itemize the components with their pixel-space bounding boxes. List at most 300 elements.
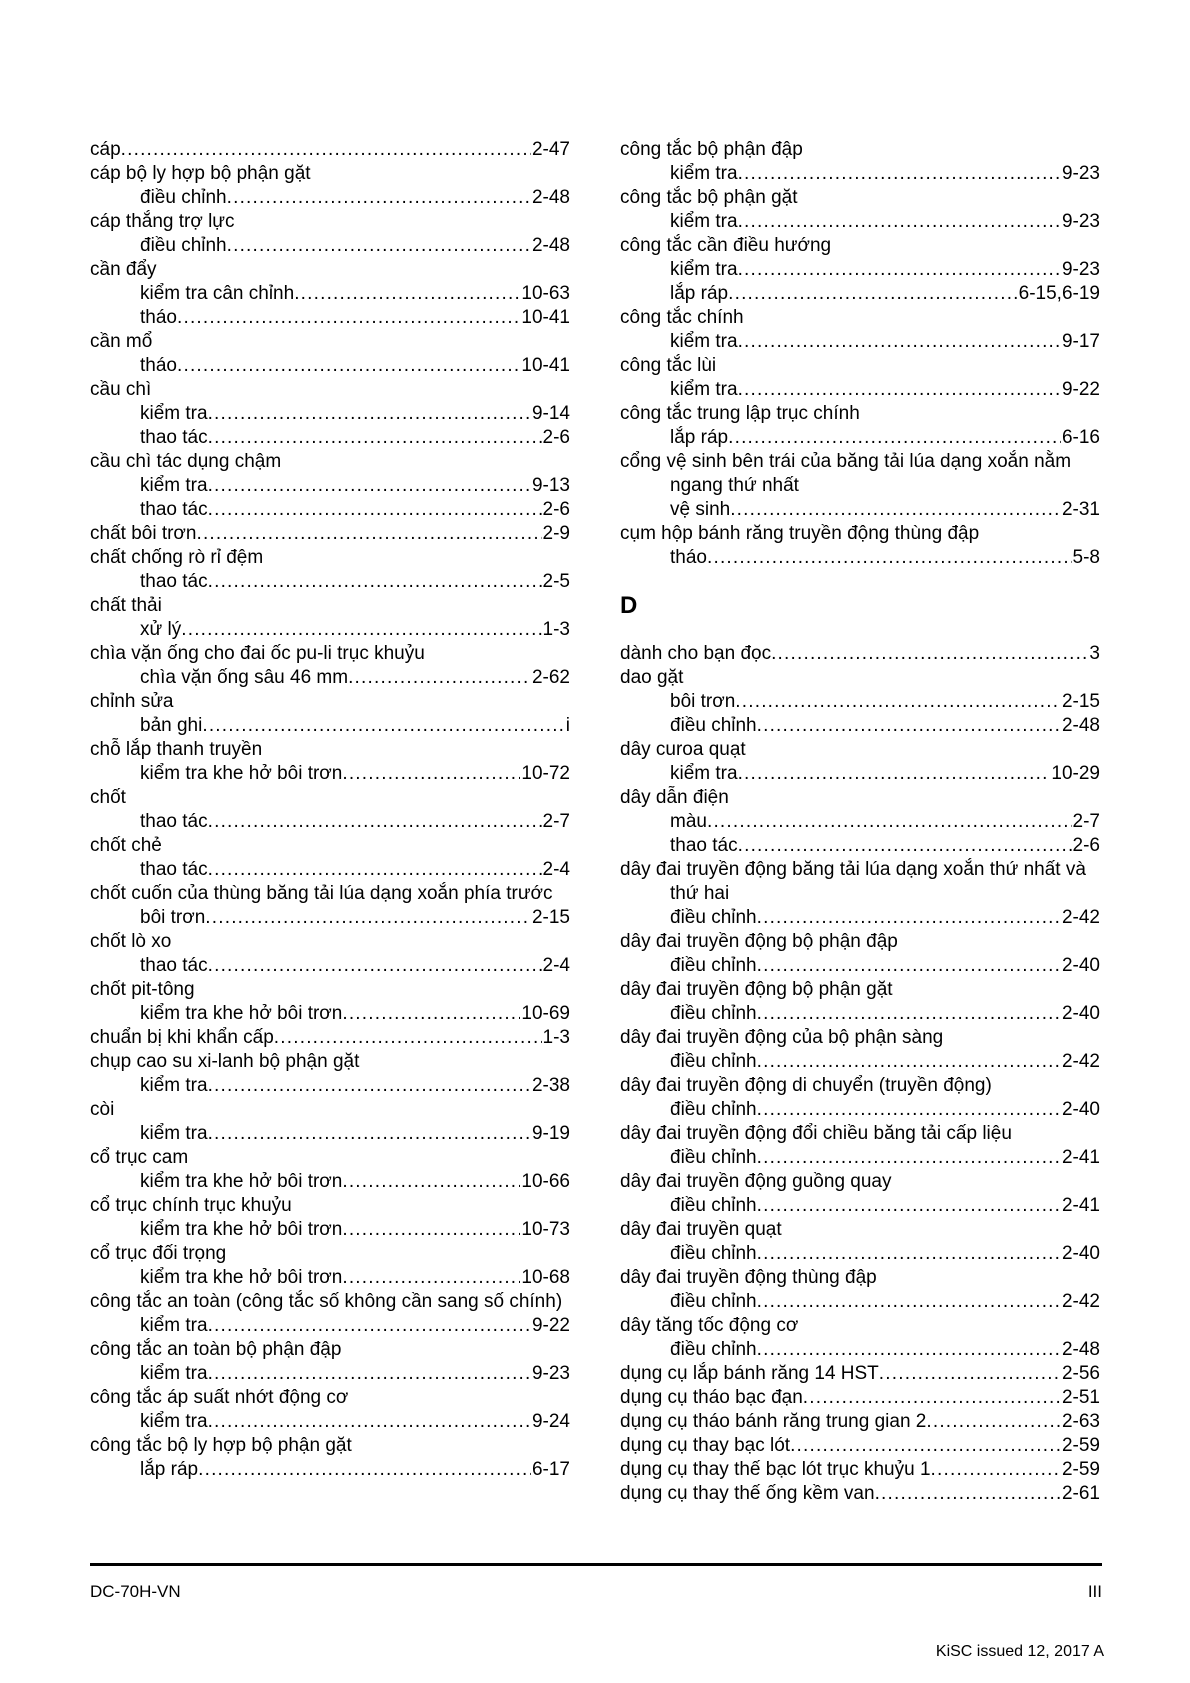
page-ref: 2-7 bbox=[1072, 811, 1100, 832]
index-subentry-label: thao tác bbox=[140, 571, 208, 592]
index-subentry bbox=[620, 834, 1100, 858]
index-term: dây đai truyền động băng tải lúa dạng xoắn thứ nhất và thứ hai bbox=[620, 859, 1086, 904]
index-term: dây đai truyền động bộ phận đập bbox=[620, 931, 898, 952]
index-subentry bbox=[620, 330, 1100, 354]
dot-leader bbox=[738, 162, 1061, 186]
page-ref: 2-40 bbox=[1061, 1099, 1100, 1120]
index-term: cáp thắng trợ lực bbox=[90, 211, 235, 232]
index-term: chìa vặn ống cho đai ốc pu-li trục khuỷu bbox=[90, 643, 425, 664]
dot-leader bbox=[208, 474, 531, 498]
page-footer bbox=[90, 1582, 1102, 1602]
index-subentry-label: tháo bbox=[140, 355, 177, 376]
index-subentry-label: kiểm tra khe hở bôi trơn bbox=[140, 763, 343, 784]
dot-leader bbox=[208, 426, 542, 450]
index-term-row bbox=[620, 1386, 1100, 1410]
page-ref: 9-23 bbox=[531, 1363, 570, 1384]
page-ref: 9-22 bbox=[531, 1315, 570, 1336]
dot-leader bbox=[757, 954, 1061, 978]
page-ref: 2-62 bbox=[531, 667, 570, 688]
dot-leader bbox=[342, 1002, 520, 1026]
index-entry bbox=[90, 594, 570, 642]
index-subentry-label: kiểm tra bbox=[140, 403, 208, 424]
dot-leader bbox=[208, 498, 542, 522]
index-subentry bbox=[620, 810, 1100, 834]
index-term: chỗ lắp thanh truyền bbox=[90, 739, 263, 760]
page-ref: 2-6 bbox=[542, 499, 570, 520]
index-term-row bbox=[620, 1434, 1100, 1458]
index-subentry bbox=[620, 426, 1100, 450]
page-ref: 2-42 bbox=[1061, 1291, 1100, 1312]
index-subentry-label: điều chỉnh bbox=[670, 1099, 757, 1120]
index-subentry-label: điều chỉnh bbox=[140, 187, 227, 208]
index-subentry bbox=[620, 1194, 1100, 1218]
dot-leader bbox=[342, 1218, 520, 1242]
index-term-row-label: dành cho bạn đọc bbox=[620, 643, 772, 664]
issue-note: KiSC issued 12, 2017 A bbox=[935, 1643, 1104, 1660]
index-subentry bbox=[620, 1242, 1100, 1266]
dot-leader bbox=[342, 1170, 520, 1194]
index-subentry-label: chìa vặn ống sâu 46 mm bbox=[140, 667, 349, 688]
index-subentry-label: kiểm tra bbox=[670, 379, 738, 400]
index-subentry bbox=[90, 1218, 570, 1242]
index-subentry bbox=[90, 666, 570, 690]
index-term-row-label: cáp bbox=[90, 139, 121, 160]
index-entry bbox=[90, 930, 570, 978]
index-subentry-label: điều chỉnh bbox=[670, 1003, 757, 1024]
section-heading: D bbox=[620, 592, 638, 619]
dot-leader bbox=[208, 1410, 531, 1434]
page-ref: 9-17 bbox=[1061, 331, 1100, 352]
page-ref: 2-63 bbox=[1061, 1411, 1100, 1432]
page-ref: 5-8 bbox=[1072, 547, 1100, 568]
index-subentry-label: thao tác bbox=[140, 811, 208, 832]
page-ref: 2-48 bbox=[1061, 715, 1100, 736]
index-term: công tắc bộ phận gặt bbox=[620, 187, 798, 208]
index-entry bbox=[620, 1434, 1100, 1458]
index-entry bbox=[90, 162, 570, 210]
index-term: cáp bộ ly hợp bộ phận gặt bbox=[90, 163, 311, 184]
page-ref: 10-73 bbox=[521, 1219, 570, 1240]
index-entry bbox=[620, 1410, 1100, 1434]
index-term: công tắc bộ ly hợp bộ phận gặt bbox=[90, 1435, 352, 1456]
index-subentry-label: kiểm tra bbox=[670, 259, 738, 280]
dot-leader bbox=[227, 234, 531, 258]
index-term-row-label: dụng cụ thay thế bạc lót trục khuỷu 1 bbox=[620, 1459, 931, 1480]
index-term: cầu chì bbox=[90, 379, 152, 400]
index-term-row bbox=[620, 1410, 1100, 1434]
dot-leader bbox=[348, 666, 531, 690]
dot-leader bbox=[875, 1482, 1061, 1506]
index-entry bbox=[90, 1242, 570, 1290]
dot-leader bbox=[208, 810, 542, 834]
index-subentry-label: lắp ráp bbox=[670, 283, 729, 304]
dot-leader bbox=[738, 834, 1072, 858]
dot-leader bbox=[208, 1122, 531, 1146]
index-subentry bbox=[620, 1098, 1100, 1122]
page-ref: 2-59 bbox=[1061, 1435, 1100, 1456]
index-subentry-label: tháo bbox=[670, 547, 707, 568]
index-subentry-label: màu bbox=[670, 811, 707, 832]
dot-leader bbox=[707, 810, 1072, 834]
index-term-row-label: dụng cụ lắp bánh răng 14 HST bbox=[620, 1363, 879, 1384]
page-ref: 2-31 bbox=[1061, 499, 1100, 520]
index-entry bbox=[90, 882, 570, 930]
index-subentry-label: điều chỉnh bbox=[670, 1147, 757, 1168]
index-subentry bbox=[90, 618, 570, 642]
dot-leader bbox=[208, 570, 542, 594]
index-subentry-label: điều chỉnh bbox=[670, 1051, 757, 1072]
dot-leader bbox=[227, 186, 531, 210]
index-subentry-label: bôi trơn bbox=[670, 691, 736, 712]
page-ref: 2-47 bbox=[531, 139, 570, 160]
dot-leader bbox=[181, 618, 541, 642]
index-subentry bbox=[90, 858, 570, 882]
page-ref: 2-41 bbox=[1061, 1147, 1100, 1168]
dot-leader bbox=[738, 258, 1061, 282]
page-ref: 2-9 bbox=[542, 523, 570, 544]
index-term: cần mổ bbox=[90, 331, 153, 352]
page-ref: 10-29 bbox=[1051, 763, 1100, 784]
footer-divider bbox=[90, 1563, 1102, 1566]
index-entry bbox=[620, 786, 1100, 858]
page-ref: 1-3 bbox=[542, 619, 570, 640]
page-ref: 10-66 bbox=[521, 1171, 570, 1192]
index-entry bbox=[620, 1170, 1100, 1218]
dot-leader bbox=[757, 1146, 1061, 1170]
index-entry bbox=[620, 1218, 1100, 1266]
index-entry bbox=[620, 402, 1100, 450]
index-subentry-label: điều chỉnh bbox=[670, 1243, 757, 1264]
index-term-row bbox=[90, 138, 570, 162]
index-entry bbox=[90, 258, 570, 330]
page-ref: 2-4 bbox=[542, 859, 570, 880]
dot-leader bbox=[202, 714, 564, 738]
index-entry bbox=[620, 1314, 1100, 1362]
index-entry bbox=[620, 978, 1100, 1026]
dot-leader bbox=[208, 1362, 531, 1386]
index-subentry bbox=[90, 1410, 570, 1434]
index-subentry bbox=[90, 306, 570, 330]
index-subentry bbox=[620, 1338, 1100, 1362]
index-entry bbox=[90, 1098, 570, 1146]
page-ref: 2-38 bbox=[531, 1075, 570, 1096]
index-term: chốt chẻ bbox=[90, 835, 162, 856]
index-term: dao gặt bbox=[620, 667, 684, 688]
index-entry bbox=[90, 1434, 570, 1482]
dot-leader bbox=[177, 306, 520, 330]
page-ref: 2-6 bbox=[1072, 835, 1100, 856]
index-entry bbox=[620, 930, 1100, 978]
page-ref: 2-42 bbox=[1061, 1051, 1100, 1072]
index-subentry bbox=[90, 402, 570, 426]
index-entry bbox=[620, 1266, 1100, 1314]
page-ref: 10-69 bbox=[521, 1003, 570, 1024]
dot-leader bbox=[931, 1458, 1061, 1482]
index-subentry bbox=[620, 210, 1100, 234]
page-ref: 2-48 bbox=[1061, 1339, 1100, 1360]
dot-leader bbox=[707, 546, 1072, 570]
dot-leader bbox=[757, 1002, 1061, 1026]
index-term: chốt cuốn của thùng băng tải lúa dạng xoắn phía trước bbox=[90, 883, 553, 904]
page-ref: 6-17 bbox=[531, 1459, 570, 1480]
index-entry bbox=[620, 642, 1100, 666]
index-term-row bbox=[620, 642, 1100, 666]
page-ref: 6-15,6-19 bbox=[1018, 283, 1100, 304]
page-ref: 2-42 bbox=[1061, 907, 1100, 928]
index-term: công tắc áp suất nhớt động cơ bbox=[90, 1387, 349, 1408]
index-term-row-label: chuẩn bị khi khẩn cấp bbox=[90, 1027, 274, 1048]
page-ref: 1-3 bbox=[542, 1027, 570, 1048]
index-term: công tắc lùi bbox=[620, 355, 717, 376]
dot-leader bbox=[757, 1338, 1061, 1362]
page-ref: 10-68 bbox=[521, 1267, 570, 1288]
page-ref: 2-56 bbox=[1061, 1363, 1100, 1384]
page-ref: 9-19 bbox=[531, 1123, 570, 1144]
index-term: dây đai truyền động bộ phận gặt bbox=[620, 979, 893, 1000]
index-term: dây dẫn điện bbox=[620, 787, 729, 808]
index-subentry-label: thao tác bbox=[140, 499, 208, 520]
index-subentry bbox=[90, 498, 570, 522]
index-term: công tắc an toàn (công tắc số không cần sang số chính) bbox=[90, 1291, 563, 1312]
index-subentry bbox=[90, 474, 570, 498]
index-subentry bbox=[90, 1266, 570, 1290]
index-subentry bbox=[90, 1314, 570, 1338]
index-subentry-label: kiểm tra bbox=[140, 1075, 208, 1096]
page-ref: 9-24 bbox=[531, 1411, 570, 1432]
index-term: cổ trục đối trọng bbox=[90, 1243, 227, 1264]
index-term: dây đai truyền động của bộ phận sàng bbox=[620, 1027, 944, 1048]
index-subentry-label: kiểm tra khe hở bôi trơn bbox=[140, 1219, 343, 1240]
index-term: dây đai truyền động guồng quay bbox=[620, 1171, 892, 1192]
index-term-row bbox=[620, 1482, 1100, 1506]
dot-leader bbox=[757, 714, 1061, 738]
page-ref: 2-51 bbox=[1061, 1387, 1100, 1408]
page-ref: 9-14 bbox=[531, 403, 570, 424]
index-term-row bbox=[90, 522, 570, 546]
page-ref: 10-63 bbox=[521, 283, 570, 304]
index-subentry-label: kiểm tra bbox=[140, 1363, 208, 1384]
page-ref: 2-40 bbox=[1061, 1003, 1100, 1024]
index-subentry-label: kiểm tra bbox=[140, 475, 208, 496]
index-entry bbox=[90, 210, 570, 258]
dot-leader bbox=[738, 330, 1061, 354]
index-entry bbox=[90, 642, 570, 690]
index-term: cầu chì tác dụng chậm bbox=[90, 451, 282, 472]
index-entry bbox=[90, 450, 570, 522]
index-entry bbox=[90, 1050, 570, 1098]
index-entry bbox=[90, 1146, 570, 1194]
index-subentry bbox=[90, 186, 570, 210]
index-entry bbox=[620, 234, 1100, 306]
dot-leader bbox=[757, 1290, 1061, 1314]
index-entry bbox=[620, 138, 1100, 186]
index-term: dây tăng tốc động cơ bbox=[620, 1315, 799, 1336]
page-ref: 2-7 bbox=[542, 811, 570, 832]
index-subentry-label: kiểm tra cân chỉnh bbox=[140, 283, 295, 304]
index-term: dây curoa quạt bbox=[620, 739, 746, 760]
index-entry bbox=[90, 1386, 570, 1434]
index-entry bbox=[620, 1362, 1100, 1386]
dot-leader bbox=[294, 282, 520, 306]
index-subentry-label: kiểm tra bbox=[140, 1315, 208, 1336]
index-term: dây đai truyền động di chuyển (truyền động) bbox=[620, 1075, 992, 1096]
index-term: cổng vệ sinh bên trái của băng tải lúa dạng xoắn nằm ngang thứ nhất bbox=[620, 451, 1072, 496]
index-subentry bbox=[90, 762, 570, 786]
index-subentry-label: điều chỉnh bbox=[670, 955, 757, 976]
index-term-row-label: chất bôi trơn bbox=[90, 523, 197, 544]
page-ref: 10-41 bbox=[521, 307, 570, 328]
index-entry bbox=[90, 786, 570, 834]
dot-leader bbox=[177, 354, 520, 378]
page-ref: 6-16 bbox=[1061, 427, 1100, 448]
dot-leader bbox=[730, 498, 1061, 522]
index-term: chụp cao su xi-lanh bộ phận gặt bbox=[90, 1051, 360, 1072]
index-subentry-label: kiểm tra khe hở bôi trơn bbox=[140, 1267, 343, 1288]
index-subentry bbox=[90, 1074, 570, 1098]
index-term: còi bbox=[90, 1099, 115, 1120]
index-entry bbox=[90, 546, 570, 594]
index-entry bbox=[620, 1026, 1100, 1074]
index-subentry-label: thao tác bbox=[140, 859, 208, 880]
dot-leader bbox=[757, 1194, 1061, 1218]
index-subentry bbox=[90, 1002, 570, 1026]
page-ref: 2-40 bbox=[1061, 1243, 1100, 1264]
index-entry bbox=[90, 138, 570, 162]
index-term: công tắc trung lập trục chính bbox=[620, 403, 860, 424]
index-subentry bbox=[620, 690, 1100, 714]
index-subentry-label: vệ sinh bbox=[670, 499, 731, 520]
index-entry bbox=[620, 738, 1100, 786]
index-column-right bbox=[620, 138, 1100, 1506]
page-ref: 2-4 bbox=[542, 955, 570, 976]
index-subentry-label: lắp ráp bbox=[670, 427, 729, 448]
index-subentry bbox=[620, 162, 1100, 186]
index-entry bbox=[90, 1290, 570, 1338]
index-entry bbox=[620, 186, 1100, 234]
dot-leader bbox=[205, 906, 531, 930]
index-term-row bbox=[620, 1458, 1100, 1482]
index-subentry bbox=[620, 1050, 1100, 1074]
index-entry bbox=[90, 1026, 570, 1050]
index-term: công tắc bộ phận đập bbox=[620, 139, 803, 160]
page-ref: 2-41 bbox=[1061, 1195, 1100, 1216]
page-ref: 9-23 bbox=[1061, 163, 1100, 184]
index-subentry bbox=[90, 282, 570, 306]
page-ref: 2-48 bbox=[531, 187, 570, 208]
index-subentry bbox=[90, 954, 570, 978]
dot-leader bbox=[757, 1050, 1061, 1074]
index-subentry bbox=[90, 1122, 570, 1146]
index-subentry bbox=[620, 282, 1100, 306]
index-term: chất chống rò rỉ đệm bbox=[90, 547, 264, 568]
page-ref: 2-40 bbox=[1061, 955, 1100, 976]
index-entry bbox=[90, 522, 570, 546]
index-term: cụm hộp bánh răng truyền động thùng đập bbox=[620, 523, 980, 544]
index-term: công tắc chính bbox=[620, 307, 744, 328]
index-subentry bbox=[620, 378, 1100, 402]
footer-page-number: III bbox=[1087, 1582, 1102, 1601]
index-subentry bbox=[90, 714, 570, 738]
index-entry bbox=[620, 1458, 1100, 1482]
index-subentry-label: kiểm tra bbox=[140, 1411, 208, 1432]
index-subentry bbox=[620, 906, 1100, 930]
index-subentry bbox=[620, 1002, 1100, 1026]
index-subentry-label: bản ghi bbox=[140, 715, 203, 736]
index-subentry bbox=[90, 570, 570, 594]
index-entry bbox=[90, 330, 570, 378]
index-term-row-label: dụng cụ thay bạc lót bbox=[620, 1435, 791, 1456]
index-subentry-label: kiểm tra khe hở bôi trơn bbox=[140, 1171, 343, 1192]
index-subentry bbox=[620, 1290, 1100, 1314]
index-term: cần đẩy bbox=[90, 259, 157, 280]
index-subentry-label: kiểm tra bbox=[670, 763, 738, 784]
index-term: cổ trục cam bbox=[90, 1147, 189, 1168]
index-subentry bbox=[90, 1458, 570, 1482]
index-entry bbox=[620, 354, 1100, 402]
page-ref: 9-23 bbox=[1061, 259, 1100, 280]
index-subentry bbox=[620, 546, 1100, 570]
index-entry bbox=[620, 1386, 1100, 1410]
index-subentry bbox=[620, 954, 1100, 978]
index-entry bbox=[620, 1482, 1100, 1506]
page-ref: 9-22 bbox=[1061, 379, 1100, 400]
index-term-row bbox=[620, 1362, 1100, 1386]
index-entry bbox=[90, 690, 570, 738]
dot-leader bbox=[803, 1386, 1061, 1410]
index-term: dây đai truyền động thùng đập bbox=[620, 1267, 877, 1288]
index-subentry bbox=[90, 234, 570, 258]
index-term: chốt bbox=[90, 787, 126, 808]
dot-leader bbox=[342, 1266, 520, 1290]
index-subentry-label: thao tác bbox=[140, 427, 208, 448]
index-subentry bbox=[620, 258, 1100, 282]
index-entry bbox=[620, 306, 1100, 354]
index-entry bbox=[620, 858, 1100, 930]
dot-leader bbox=[121, 138, 531, 162]
index-column-left bbox=[90, 138, 570, 1506]
index-subentry bbox=[620, 714, 1100, 738]
index-subentry-label: điều chỉnh bbox=[670, 715, 757, 736]
page-ref: 2-61 bbox=[1061, 1483, 1100, 1504]
dot-leader bbox=[738, 762, 1051, 786]
dot-leader bbox=[735, 690, 1061, 714]
index-term: chốt pit-tông bbox=[90, 979, 195, 1000]
index-entry bbox=[90, 378, 570, 450]
index-subentry-label: bôi trơn bbox=[140, 907, 206, 928]
dot-leader bbox=[738, 378, 1061, 402]
index-entry bbox=[620, 666, 1100, 738]
dot-leader bbox=[738, 210, 1061, 234]
dot-leader bbox=[757, 1098, 1061, 1122]
footer-doc-code: DC-70H-VN bbox=[90, 1582, 181, 1601]
index-subentry bbox=[90, 1362, 570, 1386]
index-subentry-label: xử lý bbox=[140, 619, 182, 640]
index-entry bbox=[620, 1074, 1100, 1122]
index-subentry-label: điều chỉnh bbox=[140, 235, 227, 256]
index-subentry bbox=[620, 762, 1100, 786]
index-subentry-label: tháo bbox=[140, 307, 177, 328]
page-ref: 2-48 bbox=[531, 235, 570, 256]
index-subentry bbox=[90, 906, 570, 930]
index-term: cổ trục chính trục khuỷu bbox=[90, 1195, 292, 1216]
index-subentry bbox=[90, 1170, 570, 1194]
index-term: dây đai truyền động đổi chiều băng tải cấp liệu bbox=[620, 1123, 1012, 1144]
index-entry bbox=[90, 1194, 570, 1242]
dot-leader bbox=[879, 1362, 1061, 1386]
page-ref: 10-41 bbox=[521, 355, 570, 376]
dot-leader bbox=[728, 282, 1018, 306]
index-subentry bbox=[620, 1146, 1100, 1170]
